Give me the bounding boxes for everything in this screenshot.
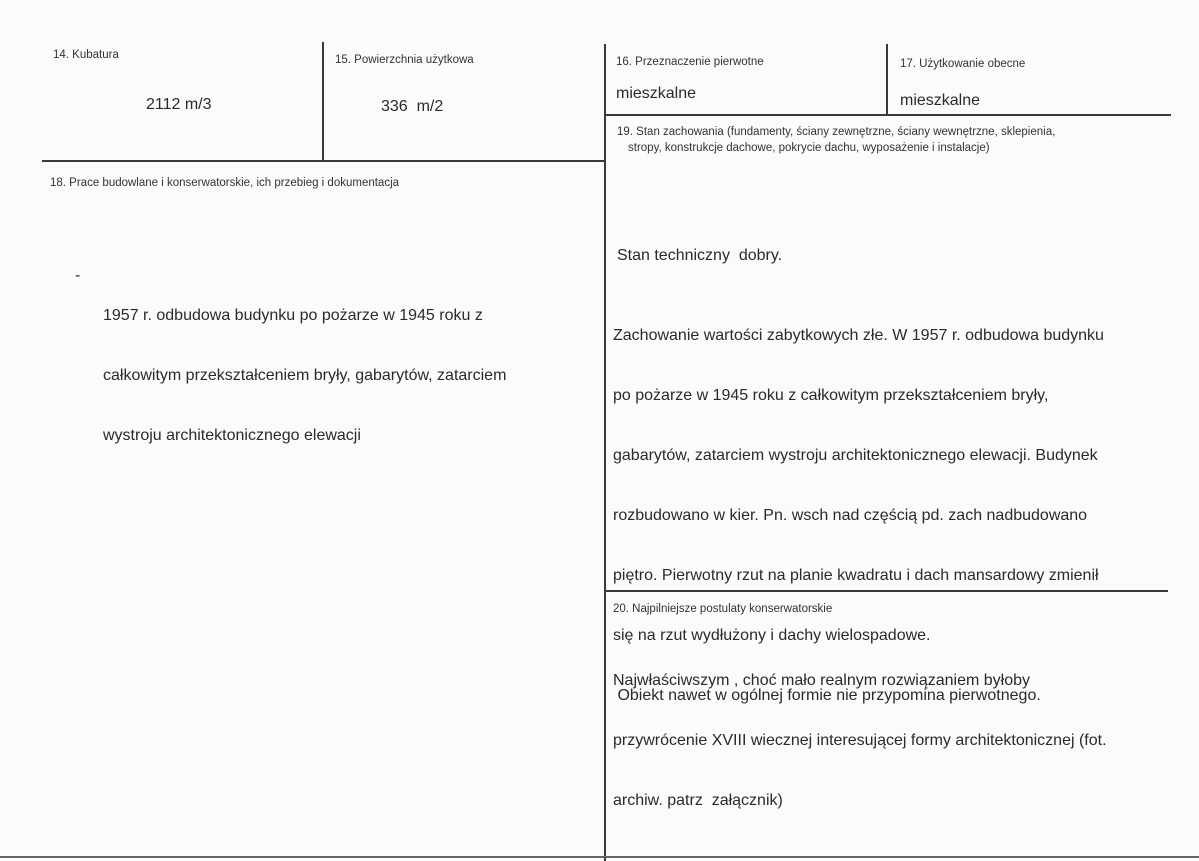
field-18-text — [103, 266, 506, 466]
divider — [604, 44, 606, 861]
field-19-summary: Stan techniczny dobry. — [617, 247, 783, 264]
text-line: piętro. Pierwotny rzut na planie kwadratu i dach mansardowy zmienił — [613, 567, 1099, 584]
field-20-text — [613, 631, 1107, 831]
page-edge — [0, 856, 1199, 858]
text-line: się na rzut wydłużony i dachy wielospadowe. — [613, 627, 931, 644]
divider — [42, 160, 606, 162]
field-18-bullet: - — [75, 267, 81, 284]
field-19-label-line: 19. Stan zachowania (fundamenty, ściany zewnętrzne, ściany wewnętrzne, sklepienia, — [617, 126, 1056, 138]
field-20-label: 20. Najpilniejsze postulaty konserwatorskie — [613, 603, 833, 615]
divider — [886, 44, 888, 115]
text-line: rozbudowano w kier. Pn. wsch nad częścią pd. zach nadbudowano — [613, 507, 1088, 524]
divider — [322, 42, 324, 162]
field-19-label — [617, 124, 1055, 156]
field-17-value: mieszkalne — [900, 92, 981, 109]
field-16-label: 16. Przeznaczenie pierwotne — [616, 56, 764, 68]
text-line: Najwłaściwszym , choć mało realnym rozwiązaniem byłoby — [613, 672, 1031, 689]
text-line: całkowitym przekształceniem bryły, gabarytów, zatarciem — [103, 367, 507, 384]
field-18-label: 18. Prace budowlane i konserwatorskie, ich przebieg i dokumentacja — [50, 177, 400, 189]
field-15-label: 15. Powierzchnia użytkowa — [335, 54, 474, 66]
text-line: po pożarze w 1945 roku z całkowitym przekształceniem bryły, — [613, 387, 1049, 404]
text-line: Zachowanie wartości zabytkowych złe. W 1957 r. odbudowa budynku — [613, 327, 1104, 344]
field-19-label-line: stropy, konstrukcje dachowe, pokrycie dachu, wyposażenie i instalacje) — [628, 142, 990, 154]
field-14-label: 14. Kubatura — [53, 49, 119, 61]
field-16-value: mieszkalne — [616, 85, 697, 102]
text-line: archiw. patrz załącznik) — [613, 792, 783, 809]
text-line: gabarytów, zatarciem wystroju architektonicznego elewacji. Budynek — [613, 447, 1098, 464]
text-line: przywrócenie XVIII wiecznej interesującej formy architektonicznej (fot. — [613, 732, 1107, 749]
field-17-label: 17. Użytkowanie obecne — [900, 58, 1026, 70]
divider — [605, 114, 1171, 116]
field-14-value: 2112 m/3 — [146, 96, 212, 113]
text-line: Obiekt nawet w ogólnej formie nie przypomina pierwotnego. — [613, 687, 1041, 704]
field-15-value: 336 m/2 — [381, 98, 444, 115]
text-line: wystroju architektonicznego elewacji — [103, 427, 361, 444]
text-line: 1957 r. odbudowa budynku po pożarze w 1945 roku z — [103, 307, 483, 324]
